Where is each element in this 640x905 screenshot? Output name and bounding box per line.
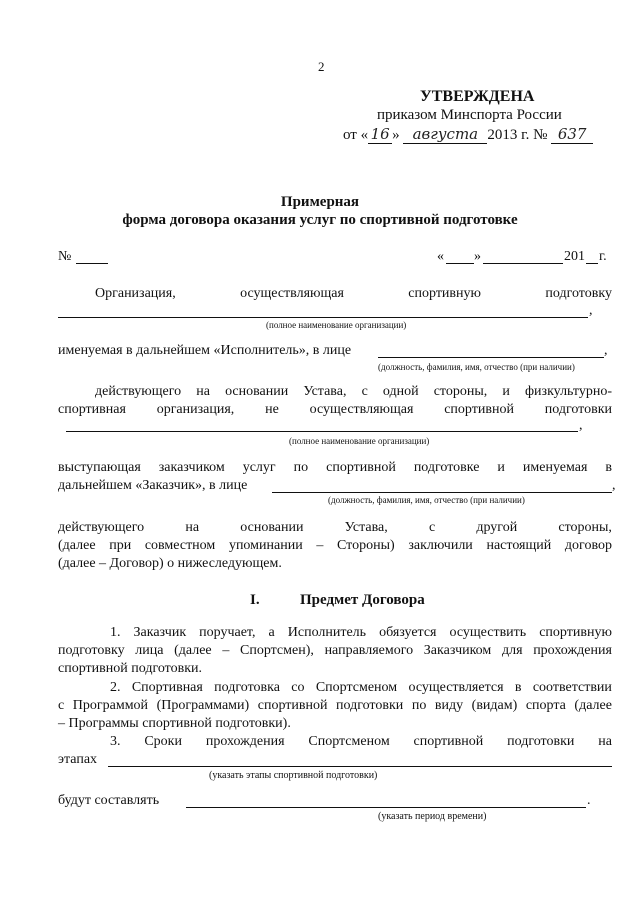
comma: , [604, 343, 608, 358]
caption-customer-person: (должность, фамилия, имя, отчество (при наличии) [328, 495, 525, 505]
para3-line2 [58, 402, 612, 418]
word: по [293, 460, 309, 475]
word: поручает, [199, 625, 256, 640]
year-prefix: 201 [564, 249, 585, 264]
word: подготовке [413, 460, 480, 475]
word: Программой [72, 698, 149, 713]
clause1-line1 [110, 625, 612, 641]
executor-representative-blank [378, 357, 604, 358]
word: осуществляющая [309, 402, 414, 417]
word: спортивную [408, 286, 481, 301]
word: на [598, 734, 612, 749]
word: услуг [242, 460, 276, 475]
clause1-line2 [58, 643, 612, 659]
word: обязуется [379, 625, 437, 640]
word: Спортсменом [315, 680, 398, 695]
approval-by: приказом Минспорта России [377, 107, 562, 123]
para5-line3: (далее – Договор) о нижеследующем. [58, 556, 282, 571]
word: договор [564, 538, 612, 553]
word: (Программами) [156, 698, 250, 713]
word: лица [135, 643, 164, 658]
word: по [411, 698, 427, 713]
period-blank [186, 807, 586, 808]
clause2-line3: – Программы спортивной подготовки). [58, 716, 291, 731]
word: 1. [110, 625, 121, 640]
para5-line1 [58, 520, 612, 536]
word: в [605, 460, 612, 475]
word: – [222, 643, 230, 658]
stages-blank [108, 766, 612, 767]
heading-line1: Примерная [280, 194, 360, 210]
word: для [501, 643, 523, 658]
word: направляемого [324, 643, 414, 658]
word: совместном [144, 538, 216, 553]
clause3-line1 [110, 734, 612, 750]
word: подготовку [545, 286, 612, 301]
para4-line2: дальнейшем «Заказчик», в лице [58, 478, 248, 493]
day-blank [446, 263, 474, 264]
year-blank [586, 263, 598, 264]
word: со [291, 680, 305, 695]
word: и [497, 460, 505, 475]
word: (далее [574, 698, 612, 713]
customer-representative-blank [272, 492, 612, 493]
word: прохождения [205, 734, 285, 749]
word: осуществляющая [240, 286, 344, 301]
word: с [361, 384, 368, 399]
word: настоящий [486, 538, 552, 553]
word: Заказчиком [423, 643, 492, 658]
word: соответствии [532, 680, 612, 695]
word: не [265, 402, 279, 417]
word: основании [240, 520, 304, 535]
final-text: будут составлять [58, 793, 160, 808]
organization-name-blank [58, 317, 588, 318]
para5-line2 [58, 538, 612, 554]
word: (далее [58, 538, 96, 553]
word: подготовка [214, 680, 280, 695]
contract-number-blank [76, 263, 108, 264]
word: действующего [58, 520, 145, 535]
word: Заказчик [133, 625, 187, 640]
word: на [196, 384, 210, 399]
word: с [58, 698, 65, 713]
word: Спортсмен), [240, 643, 314, 658]
para1-line [95, 286, 612, 302]
date-quote-close: » [474, 249, 481, 264]
word: спортивная [58, 402, 126, 417]
word: спортивной [257, 698, 328, 713]
clause2-line2 [58, 698, 612, 714]
approval-title: УТВЕРЖДЕНА [420, 88, 535, 105]
clause1-line3: спортивной подготовки. [58, 661, 202, 676]
word: спортивную [539, 625, 612, 640]
word: 3. [110, 734, 121, 749]
word: подготовки [336, 698, 404, 713]
word: виду [434, 698, 464, 713]
month-blank [483, 263, 563, 264]
word: подготовки [544, 402, 612, 417]
date-prefix: от « [343, 127, 369, 143]
word: Стороны) [337, 538, 395, 553]
section-title: Предмет Договора [300, 592, 425, 608]
word: при [109, 538, 132, 553]
word: упоминании [228, 538, 303, 553]
caption-stages: (указать этапы спортивной подготовки) [209, 770, 378, 781]
period: . [587, 793, 591, 808]
date-year: 2013 г. № [487, 127, 548, 143]
word: (далее [174, 643, 212, 658]
para2-text: именуемая в дальнейшем «Исполнитель», в лице [58, 343, 352, 358]
word: с [428, 520, 436, 535]
word: спортивной [413, 734, 484, 749]
word: Спортивная [131, 680, 203, 695]
caption-organization-name: (полное наименование организации) [266, 320, 407, 330]
word: другой [476, 520, 518, 535]
word: Устава, [344, 520, 388, 535]
date-day: 16 [368, 125, 392, 144]
date-month: августа [403, 125, 487, 144]
page-number: 2 [318, 59, 325, 74]
word: спортивной [444, 402, 514, 417]
word: – [316, 538, 324, 553]
comma: , [612, 478, 616, 493]
para3-line1 [95, 384, 612, 400]
word: осуществить [449, 625, 527, 640]
word: стороны, [558, 520, 612, 535]
sports-organization-name-blank [66, 431, 578, 432]
word: действующего [95, 384, 182, 399]
contract-number-label: № [58, 249, 72, 264]
para4-line1 [58, 460, 612, 476]
word: и [502, 384, 510, 399]
word: подготовки [507, 734, 575, 749]
word: физкультурно- [524, 384, 612, 399]
word: одной [382, 384, 419, 399]
caption-executor-person: (должность, фамилия, имя, отчество (при наличии) [378, 362, 575, 372]
word: прохождения [533, 643, 612, 658]
comma: , [589, 303, 593, 318]
section-numeral: I. [250, 592, 260, 608]
word: Спортсменом [308, 734, 390, 749]
word: основании [225, 384, 289, 399]
word: заказчиком [158, 460, 225, 475]
word: Устава, [303, 384, 347, 399]
caption-sports-organization: (полное наименование организации) [289, 436, 430, 446]
word: подготовку [58, 643, 125, 658]
year-suffix: г. [599, 249, 607, 264]
date-quote-open: « [437, 249, 444, 264]
word: осуществляется [408, 680, 504, 695]
word: спортивной [326, 460, 396, 475]
date-mid: » [392, 127, 400, 143]
word: стороны, [433, 384, 488, 399]
word: спорта [525, 698, 566, 713]
word: на [185, 520, 200, 535]
clause3-line2: этапах [58, 752, 98, 767]
caption-period: (указать период времени) [378, 811, 487, 822]
word: Организация, [95, 286, 176, 301]
word: 2. [110, 680, 121, 695]
word: выступающая [58, 460, 141, 475]
word: а [268, 625, 275, 640]
heading-line2: форма договора оказания услуг по спортивной подготовке [122, 212, 518, 228]
word: (видам) [471, 698, 518, 713]
word: Исполнитель [287, 625, 367, 640]
approval-date-line [343, 125, 593, 144]
order-number: 637 [551, 125, 593, 144]
clause2-line1 [110, 680, 612, 696]
comma: , [579, 418, 583, 433]
word: в [514, 680, 522, 695]
word: Сроки [144, 734, 182, 749]
word: именуемая [522, 460, 588, 475]
word: заключили [408, 538, 473, 553]
word: организация, [156, 402, 235, 417]
